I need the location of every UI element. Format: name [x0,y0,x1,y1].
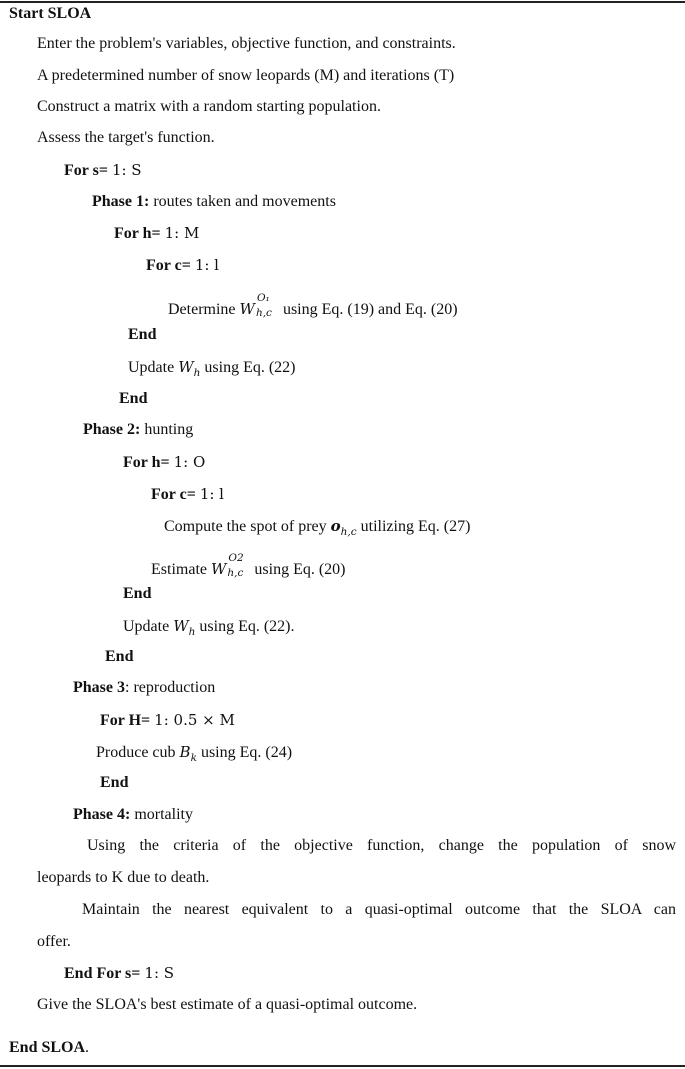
step-enter: Enter the problem's variables, objective function, and constraints. [37,35,456,52]
phase-1-label: Phase 1: [92,193,150,210]
for-c-keyword: For c= [146,257,191,274]
phase-4 [73,805,193,825]
step-construct: Construct a matrix with a random starting population. [37,98,381,115]
end-for-s [64,963,174,984]
w-indices [256,290,276,320]
determine-equations: using Eq. (19) and Eq. (20) [278,301,458,318]
for-h-keyword: For h= [123,454,170,471]
update-label: Update [123,618,174,635]
for-c-loop-1 [146,255,219,276]
compute-equation: utilizing Eq. (27) [356,518,471,535]
end-sloa-period: . [85,1039,90,1056]
for-h-keyword: For h= [114,225,161,242]
for-c-range: 1: l [199,485,224,503]
w-symbol: W [178,358,194,376]
phase-4-label: Phase 4: [73,806,131,823]
end-for-s-keyword: End For s= [64,965,141,982]
end-for-h-1: End [119,390,148,407]
w-subscript: h,c [227,567,244,579]
w-symbol: W [210,560,227,578]
step-assess: Assess the target's function. [37,129,215,146]
update-label: Update [128,359,179,376]
end-for-c-1: End [128,326,157,343]
end-for-c-2: End [123,585,152,602]
for-s-keyword: For s= [64,162,108,179]
for-c-range: 1: l [194,256,219,274]
end-for-s-range: 1: S [144,964,175,982]
step-give: Give the SLOA's best estimate of a quasi-optimal outcome. [37,996,418,1013]
b-symbol: B [179,743,191,761]
produce-equation: using Eq. (24) [196,744,293,761]
b-subscript: k [190,752,197,764]
phase-1 [92,192,336,212]
for-s-range: 1: S [111,161,142,179]
bottom-rule [0,1065,685,1067]
end-sloa-label: End SLOA [9,1039,86,1056]
w-superscript: O2 [228,552,244,564]
end-for-h-2: End [105,648,134,665]
step-produce [96,742,292,768]
compute-label: Compute the spot of prey [164,518,331,535]
w-indices [227,550,247,580]
step-maintain-line-2: offer. [37,933,71,950]
step-update-2 [123,616,295,642]
update-equation: using Eq. (22). [195,618,295,635]
phase-2-label: Phase 2: [83,421,141,438]
w-superscript: O₁ [256,292,270,304]
step-determine [168,290,458,320]
step-using-line-2: leopards to K due to death. [37,869,210,886]
for-H-range: 1: 0.5 × M [154,711,235,729]
step-using-line-1: Using the criteria of the objective function, change the population of snow [87,837,676,854]
w-symbol: W [173,617,189,635]
for-c-keyword: For c= [151,486,196,503]
w-subscript: h [193,367,201,379]
for-h-loop-2 [123,452,205,473]
o-subscript: h,c [340,526,357,538]
start-sloa: Start SLOA [9,5,92,22]
for-H-keyword: For H= [100,712,151,729]
end-sloa [9,1038,89,1058]
phase-3 [73,678,215,698]
phase-3-text: : reproduction [125,679,216,696]
end-for-H: End [100,774,129,791]
step-predetermined: A predetermined number of snow leopards (M) and iterations (T) [37,67,455,84]
for-H-loop [100,710,235,731]
step-update-1 [128,357,296,383]
top-rule [0,1,685,3]
determine-label: Determine [168,301,240,318]
for-h-range: 1: M [164,224,200,242]
w-subscript: h,c [255,307,272,319]
for-c-loop-2 [151,484,224,505]
step-compute [164,516,470,542]
phase-2-text: hunting [140,421,194,438]
for-h-range: 1: O [173,453,206,471]
phase-2 [83,420,193,440]
produce-label: Produce cub [96,744,180,761]
w-subscript: h [188,626,196,638]
phase-4-text: mortality [130,806,193,823]
phase-3-label: Phase 3 [73,679,125,696]
for-h-loop-1 [114,223,199,244]
update-equation: using Eq. (22) [200,359,296,376]
phase-1-text: routes taken and movements [149,193,336,210]
step-estimate [151,550,346,580]
step-maintain-line-1: Maintain the nearest equivalent to a quasi-optimal outcome that the SLOA can [82,901,676,918]
estimate-equation: using Eq. (20) [250,561,346,578]
estimate-label: Estimate [151,561,211,578]
for-s-loop [64,160,142,181]
w-symbol: W [239,300,255,318]
o-symbol: o [330,517,341,535]
